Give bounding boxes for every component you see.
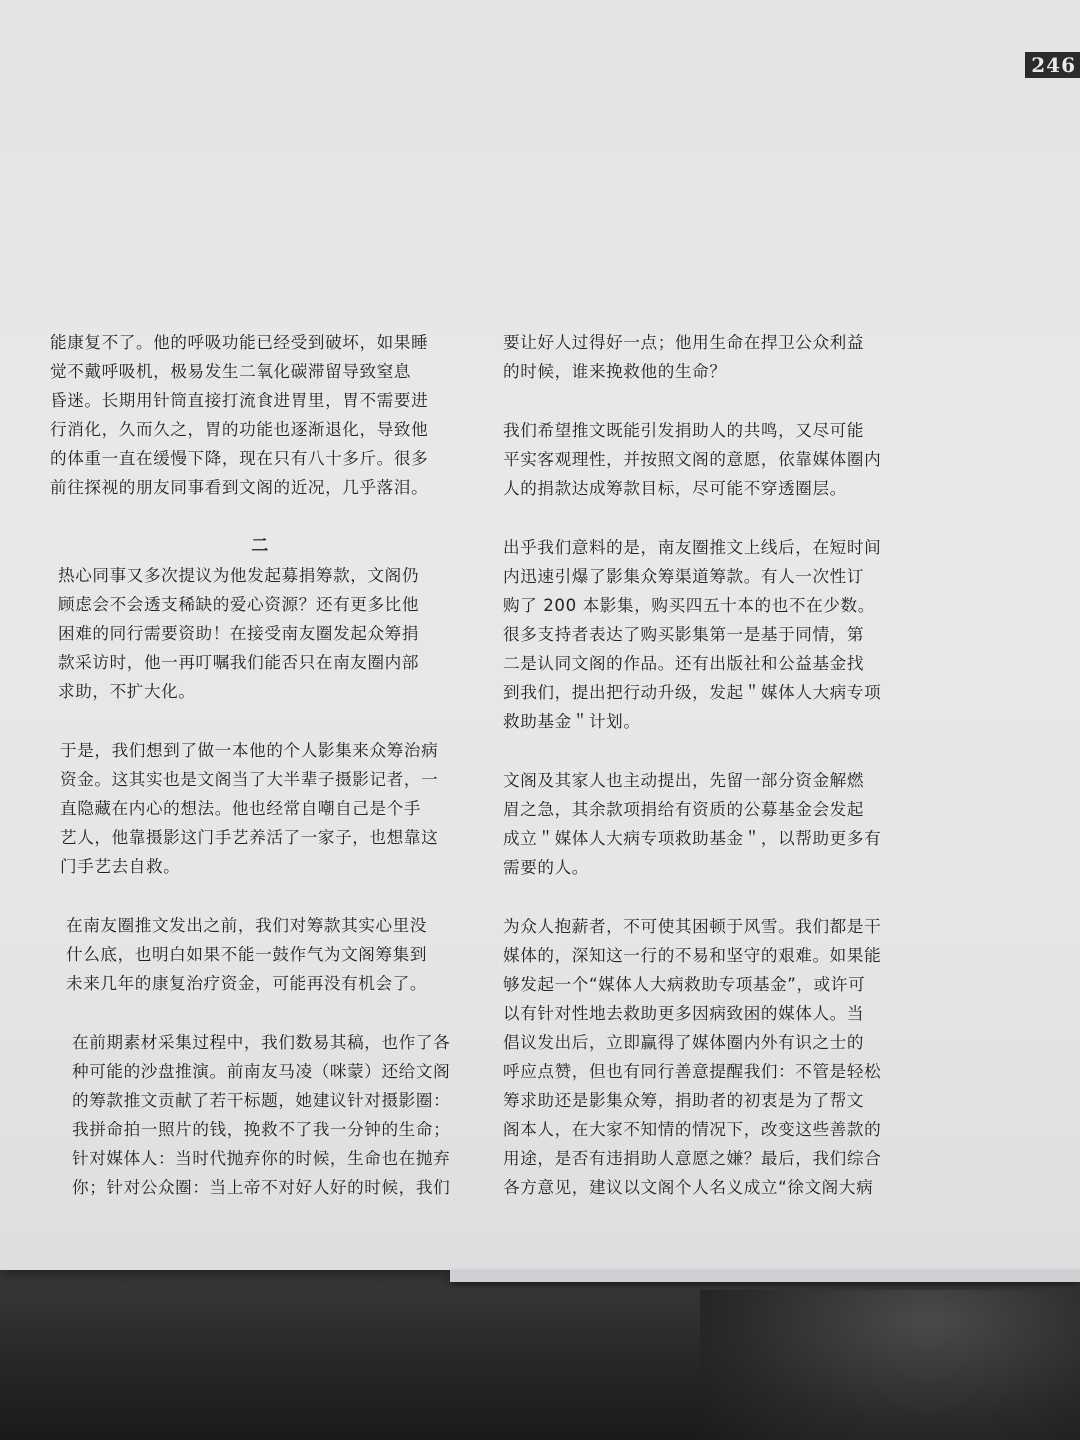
paragraph: 热心同事又多次提议为他发起募捐筹款，文阁仍 顾虑会不会透支稀缺的爱心资源？还有更多比他 困难的同行需要资助！在接受南友圈发起众筹捐 款采访时，他一再叮嘱我们能否只在南友圈内部 求助，不扩大化。	[58, 566, 420, 701]
paragraph: 文阁及其家人也主动提出，先留一部分资金解燃 眉之急，其余款项捐给有资质的公募基金会发起 成立＂媒体人大病专项救助基金＂，以帮助更多有 需要的人。	[503, 771, 882, 877]
page-edge	[450, 1270, 1080, 1282]
paragraph: 能康复不了。他的呼吸功能已经受到破坏，如果睡 觉不戴呼吸机，极易发生二氧化碳滞留导致窒息 昏迷。长期用针筒直接打流食进胃里，胃不需要进 行消化，久而久之，胃的功能也逐渐退化，导致他 的体重一直在缓慢下降，现在只有八十多斤。很多 前往探视的朋友同事看到文阁的近况，几乎落泪。	[50, 333, 429, 497]
paragraph: 要让好人过得好一点；他用生命在捍卫公众利益 的时候，谁来挽救他的生命？	[503, 333, 865, 381]
paragraph: 在前期素材采集过程中，我们数易其稿，也作了各 种可能的沙盘推演。前南友马凌（咪蒙）还给文阁 的筹款推文贡献了若干标题，她建议针对摄影圈： 我拼命拍一照片的钱，挽救不了我一分钟的生命； 针对媒体人：当时代抛弃你的时候，生命也在抛弃 你；针对公众圈：当上帝不对好人好的时候，我们	[72, 1033, 451, 1197]
paragraph: 在南友圈推文发出之前，我们对筹款其实心里没 什么底，也明白如果不能一鼓作气为文阁筹集到 未来几年的康复治疗资金，可能再没有机会了。	[66, 916, 428, 993]
left-text-column	[50, 328, 470, 1202]
page-number: 246	[1025, 52, 1080, 78]
paragraph: 我们希望推文既能引发捐助人的共鸣，又尽可能 平实客观理性，并按照文阁的意愿，依靠媒体圈内 人的捐款达成筹款目标，尽可能不穿透圈层。	[503, 421, 882, 498]
right-text-column	[503, 328, 918, 1202]
paragraph: 出乎我们意料的是，南友圈推文上线后，在短时间 内迅速引爆了影集众筹渠道筹款。有人一次性订 购了 200 本影集，购买四五十本的也不在少数。 很多支持者表达了购买影集第一是基于同情，第 二是认同文阁的作品。还有出版社和公益基金找 到我们，提出把行动升级，发起＂媒体人大病专项 救助基金＂计划。	[503, 538, 882, 731]
fabric-fold	[700, 1290, 1080, 1440]
section-heading: 二	[251, 536, 269, 556]
paragraph: 于是，我们想到了做一本他的个人影集来众筹治病 资金。这其实也是文阁当了大半辈子摄影记者，一 直隐藏在内心的想法。他也经常自嘲自己是个手 艺人，他靠摄影这门手艺养活了一家子，也想靠这 门手艺去自救。	[60, 741, 439, 876]
paragraph: 为众人抱薪者，不可使其困顿于风雪。我们都是干 媒体的，深知这一行的不易和坚守的艰难。如果能 够发起一个“媒体人大病救助专项基金”，或许可 以有针对性地去救助更多因病致困的媒体人。当 倡议发出后，立即赢得了媒体圈内外有识之士的 呼应点赞，但也有同行善意提醒我们：不管是轻松 筹求助还是影集众筹，捐助者的初衷是为了帮文 阁本人，在大家不知情的情况下，改变这些善款的 用途，是否有违捐助人意愿之嫌？最后，我们综合 各方意见，建议以文阁个人名义成立“徐文阁大病	[503, 917, 882, 1197]
